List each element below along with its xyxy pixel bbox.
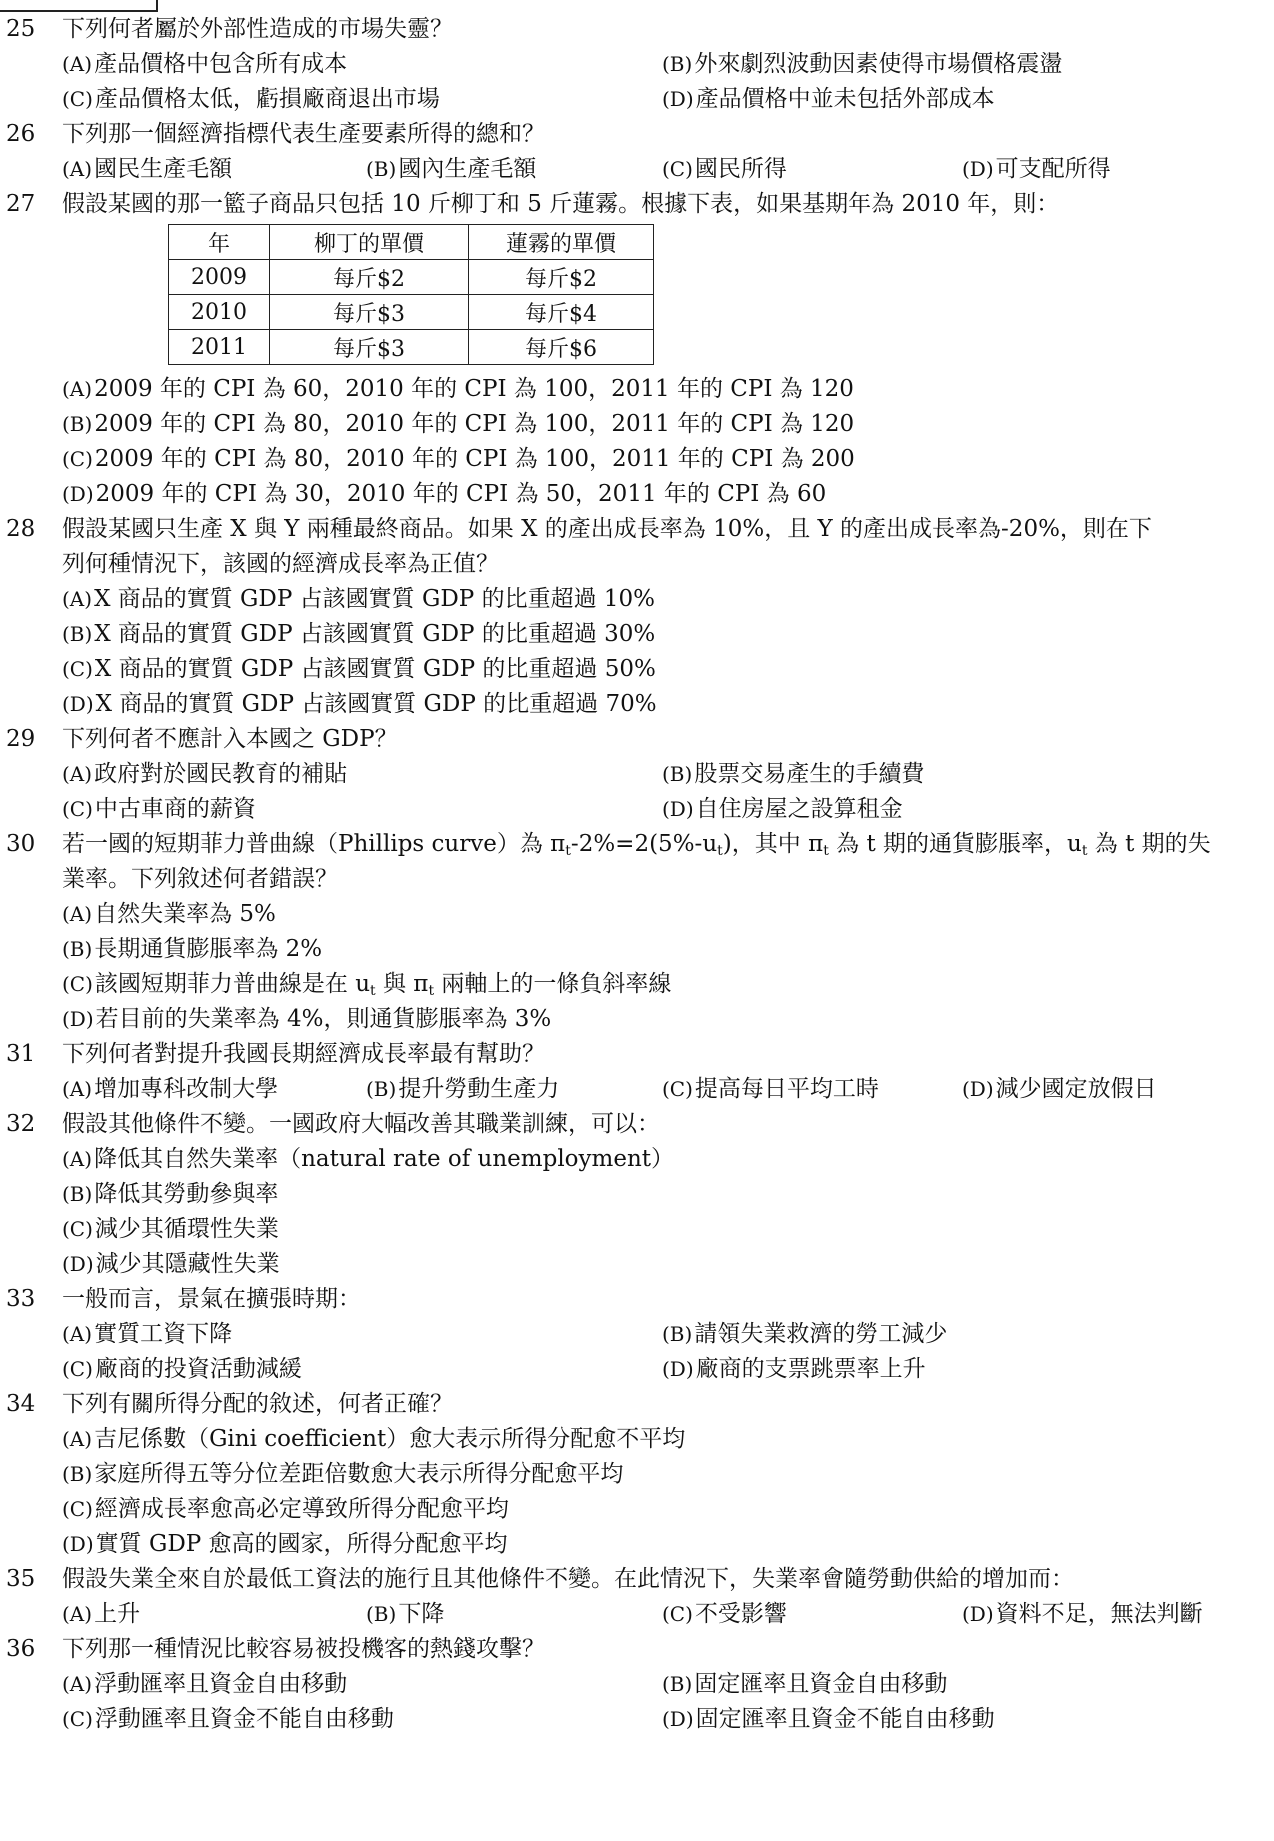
- question-stem-line: [0, 1037, 1274, 1072]
- option-text: 減少其循環性失業: [94, 1216, 279, 1242]
- option-text: 該國短期菲力普曲線是在 $u_t$ 與 $\pi_t$ 兩軸上的一條負斜率線: [94, 971, 672, 999]
- option-row: [0, 687, 1274, 722]
- question-stem-text: 業率。下列敘述何者錯誤？: [62, 866, 338, 892]
- option-text: 股票交易產生的手續費: [694, 761, 925, 787]
- answer-option-d[interactable]: [962, 152, 1111, 187]
- option-marker: (A): [62, 902, 93, 926]
- answer-option-d[interactable]: [62, 687, 657, 722]
- option-text: 降低其勞動參與率: [94, 1181, 279, 1207]
- option-marker: (C): [62, 797, 93, 821]
- answer-option-a[interactable]: [62, 1317, 232, 1352]
- answer-option-c[interactable]: [62, 82, 440, 117]
- option-row: [0, 1492, 1274, 1527]
- answer-option-b[interactable]: [662, 757, 924, 792]
- option-marker: (D): [662, 87, 694, 111]
- table-header-cell: 年: [169, 225, 270, 260]
- option-marker: (B): [662, 1672, 693, 1696]
- answer-options: [0, 1667, 1274, 1737]
- question-stem-text: 一般而言，景氣在擴張時期：: [62, 1286, 361, 1312]
- table-row: [169, 330, 654, 365]
- option-text: 外來劇烈波動因素使得市場價格震盪: [694, 51, 1063, 77]
- answer-option-a[interactable]: [62, 152, 232, 187]
- question-stem-text: 假設其他條件不變。一國政府大幅改善其職業訓練，可以：: [62, 1111, 660, 1137]
- question-number: 27: [6, 191, 36, 217]
- option-marker: (A): [62, 1672, 93, 1696]
- option-row: [0, 372, 1274, 407]
- table-cell: 2009: [169, 260, 270, 295]
- option-marker: (B): [662, 52, 693, 76]
- option-marker: (B): [62, 1462, 93, 1486]
- option-row: [0, 1002, 1274, 1037]
- cpi-price-table: [168, 224, 654, 365]
- answer-options: [0, 1317, 1274, 1387]
- answer-option-d[interactable]: [62, 1527, 508, 1562]
- answer-option-b[interactable]: [662, 1667, 947, 1702]
- option-marker: (C): [62, 1357, 93, 1381]
- option-marker: (D): [962, 157, 994, 181]
- table-cell: 2010: [169, 295, 270, 330]
- option-text: 下降: [398, 1601, 445, 1627]
- table-cell: 每斤$2: [469, 260, 654, 295]
- option-text: 提升勞動生產力: [398, 1076, 560, 1102]
- option-text: 減少國定放假日: [995, 1076, 1157, 1102]
- option-row: [0, 152, 1274, 187]
- table-header-cell: 柳丁的單價: [270, 225, 469, 260]
- table-header-cell: 蓮霧的單價: [469, 225, 654, 260]
- question-number: 36: [6, 1636, 36, 1662]
- question-25: [0, 12, 1274, 117]
- answer-option-a[interactable]: [62, 582, 655, 617]
- option-text: 吉尼係數（Gini coefficient）愈大表示所得分配愈不平均: [94, 1426, 686, 1452]
- option-marker: (A): [62, 762, 93, 786]
- option-text: 產品價格中並未包括外部成本: [695, 86, 995, 112]
- option-marker: (C): [62, 657, 93, 681]
- option-text: 實質工資下降: [94, 1321, 233, 1347]
- option-row: [0, 1597, 1274, 1632]
- table-header-row: [169, 225, 654, 260]
- question-stem-text: 列何種情況下，該國的經濟成長率為正值？: [62, 551, 499, 577]
- question-stem-line: [0, 1107, 1274, 1142]
- option-marker: (A): [62, 377, 93, 401]
- question-stem-text: 假設失業全來自於最低工資法的施行且其他條件不變。在此情況下，失業率會隨勞動供給的增加而：: [62, 1566, 1074, 1592]
- option-marker: (D): [662, 1707, 694, 1731]
- option-marker: (C): [62, 1707, 93, 1731]
- question-stem-text: 下列何者屬於外部性造成的市場失靈？: [62, 16, 453, 42]
- question-stem-text: 下列何者不應計入本國之 GDP？: [62, 726, 398, 752]
- option-row: [0, 1247, 1274, 1282]
- question-stem-line: [0, 187, 1274, 222]
- option-text: 長期通貨膨脹率為 2%: [94, 936, 323, 962]
- option-text: 家庭所得五等分位差距倍數愈大表示所得分配愈平均: [94, 1461, 624, 1487]
- question-stem-text: 下列何者對提升我國長期經濟成長率最有幫助？: [62, 1041, 545, 1067]
- option-text: 2009 年的 CPI 為 80，2010 年的 CPI 為 100，2011 年的 CPI 為 200: [94, 446, 855, 472]
- option-marker: (A): [62, 52, 93, 76]
- question-stem-text: 假設某國的那一籃子商品只包括 10 斤柳丁和 5 斤蓮霧。根據下表，如果基期年為 2010 年，則：: [62, 191, 1060, 217]
- option-text: 自住房屋之設算租金: [695, 796, 903, 822]
- option-text: 2009 年的 CPI 為 30，2010 年的 CPI 為 50，2011 年的 CPI 為 60: [95, 481, 827, 507]
- answer-option-c[interactable]: [62, 1492, 509, 1527]
- answer-option-b[interactable]: [366, 1597, 444, 1632]
- option-row: [0, 1072, 1274, 1107]
- answer-option-b[interactable]: [62, 407, 854, 442]
- option-row: [0, 1702, 1274, 1737]
- option-text: 產品價格太低，虧損廠商退出市場: [94, 86, 440, 112]
- question-number: 25: [6, 16, 36, 42]
- answer-options: [0, 757, 1274, 827]
- question-number: 26: [6, 121, 36, 147]
- option-row: [0, 897, 1274, 932]
- question-number: 34: [6, 1391, 36, 1417]
- option-text: 可支配所得: [995, 156, 1111, 182]
- answer-option-a[interactable]: [62, 1597, 140, 1632]
- question-number: 29: [6, 726, 36, 752]
- option-text: X 商品的實質 GDP 占該國實質 GDP 的比重超過 50%: [94, 656, 656, 682]
- question-33: [0, 1282, 1274, 1387]
- question-28: [0, 512, 1274, 722]
- answer-options: [0, 152, 1274, 187]
- answer-option-a[interactable]: [62, 1072, 278, 1107]
- option-text: 固定匯率且資金不能自由移動: [695, 1706, 995, 1732]
- option-marker: (B): [662, 1322, 693, 1346]
- option-text: 增加專科改制大學: [94, 1076, 279, 1102]
- option-text: 降低其自然失業率（natural rate of unemployment）: [94, 1146, 675, 1172]
- answer-options: [0, 372, 1274, 512]
- answer-option-b[interactable]: [62, 932, 322, 967]
- question-stem-line: [0, 1562, 1274, 1597]
- option-row: [0, 1142, 1274, 1177]
- option-marker: (C): [62, 1217, 93, 1241]
- option-marker: (D): [662, 797, 694, 821]
- option-row: [0, 1177, 1274, 1212]
- answer-option-b[interactable]: [366, 1072, 559, 1107]
- option-text: 國民所得: [694, 156, 787, 182]
- option-marker: (D): [62, 482, 94, 506]
- option-row: [0, 1422, 1274, 1457]
- answer-options: [0, 1142, 1274, 1282]
- option-marker: (B): [62, 622, 93, 646]
- answer-options: [0, 47, 1274, 117]
- question-stem-line: [0, 1387, 1274, 1422]
- answer-options: [0, 582, 1274, 722]
- question-stem-line: [0, 1282, 1274, 1317]
- question-number: 31: [6, 1041, 36, 1067]
- option-marker: (D): [62, 1007, 94, 1031]
- question-stem-text: 下列有關所得分配的敘述，何者正確？: [62, 1391, 453, 1417]
- answer-option-d[interactable]: [962, 1597, 1203, 1632]
- option-marker: (D): [62, 1532, 94, 1556]
- option-text: 浮動匯率且資金不能自由移動: [94, 1706, 394, 1732]
- option-marker: (A): [62, 157, 93, 181]
- option-text: 提高每日平均工時: [694, 1076, 879, 1102]
- question-31: [0, 1037, 1274, 1107]
- answer-option-a[interactable]: [62, 47, 347, 82]
- question-32: [0, 1107, 1274, 1282]
- answer-option-d[interactable]: [662, 82, 995, 117]
- answer-option-a[interactable]: [62, 372, 854, 407]
- cpi-table-wrapper: [0, 222, 1274, 372]
- answer-option-b[interactable]: [662, 47, 1062, 82]
- option-row: [0, 932, 1274, 967]
- answer-option-a[interactable]: [62, 897, 276, 932]
- option-marker: (B): [366, 157, 397, 181]
- table-row: [169, 295, 654, 330]
- option-marker: (A): [62, 587, 93, 611]
- option-text: 2009 年的 CPI 為 60，2010 年的 CPI 為 100，2011 年的 CPI 為 120: [94, 376, 854, 402]
- option-marker: (C): [662, 1602, 693, 1626]
- answer-option-c[interactable]: [662, 1597, 787, 1632]
- table-cell: 每斤$3: [270, 330, 469, 365]
- question-stem-text: 下列那一種情況比較容易被投機客的熱錢攻擊？: [62, 1636, 545, 1662]
- table-cell: 每斤$4: [469, 295, 654, 330]
- option-text: X 商品的實質 GDP 占該國實質 GDP 的比重超過 30%: [94, 621, 656, 647]
- option-marker: (B): [62, 412, 93, 436]
- table-cell: 每斤$3: [270, 295, 469, 330]
- option-marker: (C): [62, 1497, 93, 1521]
- option-marker: (C): [62, 447, 93, 471]
- answer-option-d[interactable]: [662, 1352, 926, 1387]
- option-text: 產品價格中包含所有成本: [94, 51, 348, 77]
- answer-option-d[interactable]: [62, 1247, 280, 1282]
- option-text: 經濟成長率愈高必定導致所得分配愈平均: [94, 1496, 509, 1522]
- option-row: [0, 407, 1274, 442]
- option-row: [0, 1317, 1274, 1352]
- option-text: X 商品的實質 GDP 占該國實質 GDP 的比重超過 10%: [94, 586, 656, 612]
- answer-option-d[interactable]: [62, 477, 826, 512]
- answer-option-c[interactable]: [62, 1212, 279, 1247]
- option-text: 國民生產毛額: [94, 156, 233, 182]
- option-row: [0, 477, 1274, 512]
- answer-option-d[interactable]: [62, 1002, 551, 1037]
- option-row: [0, 1457, 1274, 1492]
- answer-option-c[interactable]: [62, 442, 855, 477]
- option-row: [0, 792, 1274, 827]
- option-text: 自然失業率為 5%: [94, 901, 276, 927]
- option-row: [0, 1667, 1274, 1702]
- option-text: 上升: [94, 1601, 141, 1627]
- question-stem-line: [0, 862, 1274, 897]
- option-marker: (B): [62, 937, 93, 961]
- answer-option-b[interactable]: [62, 617, 655, 652]
- option-text: 不受影響: [694, 1601, 787, 1627]
- option-text: 廠商的投資活動減緩: [94, 1356, 302, 1382]
- option-marker: (A): [62, 1322, 93, 1346]
- answer-option-c[interactable]: [662, 1072, 879, 1107]
- option-marker: (D): [62, 1252, 94, 1276]
- question-29: [0, 722, 1274, 827]
- option-text: 浮動匯率且資金自由移動: [94, 1671, 348, 1697]
- question-36: [0, 1632, 1274, 1737]
- option-marker: (A): [62, 1427, 93, 1451]
- option-row: [0, 47, 1274, 82]
- option-row: [0, 582, 1274, 617]
- option-marker: (B): [366, 1077, 397, 1101]
- option-row: [0, 652, 1274, 687]
- question-26: [0, 117, 1274, 187]
- answer-option-a[interactable]: [62, 757, 347, 792]
- answer-option-d[interactable]: [662, 1702, 995, 1737]
- option-text: 中古車商的薪資: [94, 796, 256, 822]
- answer-option-b[interactable]: [366, 152, 536, 187]
- question-number: 33: [6, 1286, 36, 1312]
- option-row: [0, 617, 1274, 652]
- question-number: 30: [6, 831, 36, 857]
- question-number: 28: [6, 516, 36, 542]
- question-stem-line: [0, 1632, 1274, 1667]
- answer-option-b[interactable]: [62, 1177, 278, 1212]
- answer-option-b[interactable]: [62, 1457, 623, 1492]
- option-marker: (C): [62, 87, 93, 111]
- answer-option-c[interactable]: [62, 1702, 394, 1737]
- answer-option-c[interactable]: [662, 152, 787, 187]
- option-row: [0, 967, 1274, 1002]
- option-text: 2009 年的 CPI 為 80，2010 年的 CPI 為 100，2011 年的 CPI 為 120: [94, 411, 855, 437]
- option-marker: (B): [62, 1182, 93, 1206]
- option-marker: (D): [962, 1077, 994, 1101]
- question-34: [0, 1387, 1274, 1562]
- option-marker: (D): [962, 1602, 994, 1626]
- answer-options: [0, 1422, 1274, 1562]
- question-stem-text: 假設某國只生產 X 與 Y 兩種最終商品。如果 X 的產出成長率為 10%，且 Y 的產出成長率為-20%，則在下: [62, 516, 1152, 542]
- answer-options: [0, 1597, 1274, 1632]
- answer-option-d[interactable]: [962, 1072, 1157, 1107]
- option-text: 請領失業救濟的勞工減少: [694, 1321, 948, 1347]
- question-35: [0, 1562, 1274, 1632]
- header-box: [0, 0, 158, 12]
- option-text: 資料不足，無法判斷: [995, 1601, 1203, 1627]
- answer-option-a[interactable]: [62, 1422, 685, 1457]
- option-text: 減少其隱藏性失業: [95, 1251, 280, 1277]
- option-marker: (C): [62, 972, 93, 996]
- question-30: [0, 827, 1274, 1037]
- question-stem-line: [0, 722, 1274, 757]
- option-row: [0, 442, 1274, 477]
- answer-options: [0, 897, 1274, 1037]
- option-text: 固定匯率且資金自由移動: [694, 1671, 948, 1697]
- table-cell: 每斤$6: [469, 330, 654, 365]
- question-stem-line: [0, 117, 1274, 152]
- question-stem-line: [0, 547, 1274, 582]
- exam-page: [0, 12, 1274, 1737]
- option-text: 國內生產毛額: [398, 156, 537, 182]
- option-row: [0, 1212, 1274, 1247]
- option-marker: (D): [662, 1357, 694, 1381]
- option-marker: (B): [366, 1602, 397, 1626]
- answer-option-c[interactable]: [62, 652, 656, 687]
- answer-option-c[interactable]: [62, 967, 671, 1002]
- answer-option-a[interactable]: [62, 1142, 674, 1177]
- question-stem-text: 若一國的短期菲力普曲線（Phillips curve）為 $\pi_t-2\%=2(5\%-u_t)$，其中 $\pi_t$ 為 t 期的通貨膨脹率，$u_t$ 為 t 期的失: [62, 831, 1211, 859]
- option-text: X 商品的實質 GDP 占該國實質 GDP 的比重超過 70%: [95, 691, 657, 717]
- question-stem-line: [0, 827, 1274, 862]
- option-text: 實質 GDP 愈高的國家，所得分配愈平均: [95, 1531, 508, 1557]
- option-text: 廠商的支票跳票率上升: [695, 1356, 926, 1382]
- answer-option-d[interactable]: [662, 792, 903, 827]
- question-stem-line: [0, 12, 1274, 47]
- option-row: [0, 1352, 1274, 1387]
- table-row: [169, 260, 654, 295]
- option-row: [0, 1527, 1274, 1562]
- option-marker: (A): [62, 1147, 93, 1171]
- option-row: [0, 757, 1274, 792]
- table-cell: 每斤$2: [270, 260, 469, 295]
- option-marker: (C): [662, 1077, 693, 1101]
- option-text: 政府對於國民教育的補貼: [94, 761, 348, 787]
- answer-option-c[interactable]: [62, 1352, 302, 1387]
- answer-option-a[interactable]: [62, 1667, 347, 1702]
- question-number: 35: [6, 1566, 36, 1592]
- option-marker: (C): [662, 157, 693, 181]
- answer-options: [0, 1072, 1274, 1107]
- option-row: [0, 82, 1274, 117]
- answer-option-c[interactable]: [62, 792, 256, 827]
- question-27: [0, 187, 1274, 512]
- option-text: 若目前的失業率為 4%，則通貨膨脹率為 3%: [95, 1006, 552, 1032]
- table-cell: 2011: [169, 330, 270, 365]
- option-marker: (A): [62, 1602, 93, 1626]
- question-stem-line: [0, 512, 1274, 547]
- option-marker: (A): [62, 1077, 93, 1101]
- option-marker: (D): [62, 692, 94, 716]
- question-number: 32: [6, 1111, 36, 1137]
- question-stem-text: 下列那一個經濟指標代表生產要素所得的總和？: [62, 121, 545, 147]
- option-marker: (B): [662, 762, 693, 786]
- answer-option-b[interactable]: [662, 1317, 947, 1352]
